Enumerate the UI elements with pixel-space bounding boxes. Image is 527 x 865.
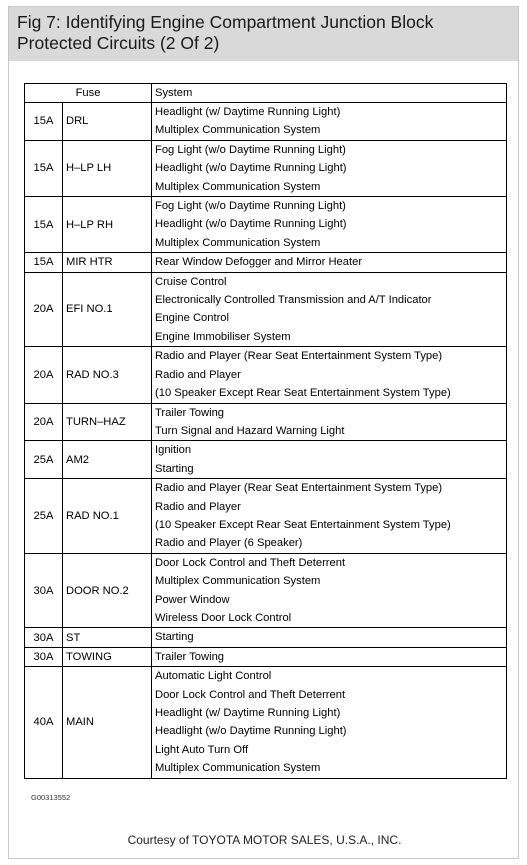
- system-line: Radio and Player (6 Speaker): [155, 537, 303, 550]
- system-line: (10 Speaker Except Rear Seat Entertainment System Type): [155, 518, 451, 531]
- fuse-name: MIR HTR: [63, 253, 152, 272]
- fuse-systems: [152, 628, 507, 647]
- fuse-table: [24, 83, 507, 779]
- system-line: Trailer Towing: [155, 406, 225, 419]
- fuse-name: EFI NO.1: [63, 272, 152, 347]
- fuse-name: H–LP RH: [63, 197, 152, 253]
- table-header-row: [25, 84, 507, 103]
- system-line: Multiplex Communication System: [155, 236, 321, 249]
- system-line: Door Lock Control and Theft Deterrent: [155, 556, 346, 569]
- system-line: Multiplex Communication System: [155, 762, 321, 775]
- fuse-name: TURN–HAZ: [63, 403, 152, 441]
- table-row: [25, 403, 507, 441]
- table-row: [25, 197, 507, 253]
- fuse-name: AM2: [63, 441, 152, 479]
- system-line: Automatic Light Control: [155, 670, 272, 683]
- fuse-amperage: 20A: [25, 347, 63, 403]
- system-line: Fog Light (w/o Daytime Running Light): [155, 143, 346, 156]
- system-line: Wireless Door Lock Control: [155, 611, 292, 624]
- system-line: Multiplex Communication System: [155, 180, 321, 193]
- fuse-systems: [152, 140, 507, 196]
- system-line: Rear Window Defogger and Mirror Heater: [155, 256, 363, 269]
- figure-code: G00313552: [31, 793, 71, 802]
- table-row: [25, 253, 507, 272]
- title-bar: [9, 7, 518, 61]
- fuse-amperage: 15A: [25, 197, 63, 253]
- system-line: Multiplex Communication System: [155, 575, 321, 588]
- system-line: Multiplex Communication System: [155, 124, 321, 137]
- table-row: [25, 140, 507, 196]
- fuse-name: TOWING: [63, 647, 152, 666]
- system-line: Engine Immobiliser System: [155, 330, 291, 343]
- table-row: [25, 553, 507, 628]
- fuse-systems: [152, 347, 507, 403]
- fuse-amperage: 25A: [25, 479, 63, 554]
- system-line: Starting: [155, 462, 194, 475]
- system-line: (10 Speaker Except Rear Seat Entertainment System Type): [155, 387, 451, 400]
- fuse-systems: [152, 253, 507, 272]
- header-fuse: Fuse: [25, 84, 152, 103]
- fuse-amperage: 30A: [25, 628, 63, 647]
- system-line: Radio and Player: [155, 368, 241, 381]
- fuse-amperage: 30A: [25, 553, 63, 628]
- system-line: Ignition: [155, 444, 192, 457]
- table-row: [25, 667, 507, 778]
- fuse-systems: [152, 441, 507, 479]
- fuse-name: DOOR NO.2: [63, 553, 152, 628]
- system-line: Headlight (w/o Daytime Running Light): [155, 725, 347, 738]
- table-row: [25, 628, 507, 647]
- fuse-systems: [152, 272, 507, 347]
- system-line: Fog Light (w/o Daytime Running Light): [155, 200, 346, 213]
- fuse-amperage: 20A: [25, 272, 63, 347]
- fuse-name: DRL: [63, 103, 152, 141]
- credit-line: Courtesy of TOYOTA MOTOR SALES, U.S.A., INC.: [127, 833, 402, 847]
- system-line: Engine Control: [155, 312, 230, 325]
- fuse-amperage: 15A: [25, 103, 63, 141]
- system-line: Electronically Controlled Transmission and A/T Indicator: [155, 294, 432, 307]
- system-line: Headlight (w/ Daytime Running Light): [155, 106, 341, 118]
- fuse-systems: [152, 103, 507, 141]
- table-row: [25, 272, 507, 347]
- fuse-amperage: 15A: [25, 253, 63, 272]
- fuse-amperage: 20A: [25, 403, 63, 441]
- table-row: [25, 479, 507, 554]
- fuse-table-body: [25, 103, 507, 779]
- system-line: Turn Signal and Hazard Warning Light: [155, 424, 345, 437]
- fuse-systems: [152, 553, 507, 628]
- system-line: Radio and Player (Rear Seat Entertainment System Type): [155, 350, 443, 363]
- system-line: Headlight (w/o Daytime Running Light): [155, 162, 347, 175]
- fuse-name: H–LP LH: [63, 140, 152, 196]
- header-system: System: [152, 84, 507, 103]
- fuse-amperage: 30A: [25, 647, 63, 666]
- system-line: Cruise Control: [155, 275, 227, 288]
- figure-frame: [8, 6, 519, 859]
- fuse-name: RAD NO.1: [63, 479, 152, 554]
- system-line: Headlight (w/ Daytime Running Light): [155, 707, 341, 719]
- system-line: Headlight (w/o Daytime Running Light): [155, 218, 347, 231]
- fuse-amperage: 15A: [25, 140, 63, 196]
- table-row: [25, 647, 507, 666]
- system-line: Door Lock Control and Theft Deterrent: [155, 688, 346, 701]
- table-row: [25, 103, 507, 141]
- fuse-name: MAIN: [63, 667, 152, 778]
- system-line: Power Window: [155, 593, 230, 606]
- system-line: Light Auto Turn Off: [155, 743, 249, 756]
- fuse-name: ST: [63, 628, 152, 647]
- fuse-systems: [152, 667, 507, 778]
- fuse-systems: [152, 647, 507, 666]
- system-line: Starting: [155, 631, 194, 644]
- fuse-amperage: 40A: [25, 667, 63, 778]
- fuse-systems: [152, 197, 507, 253]
- fuse-name: RAD NO.3: [63, 347, 152, 403]
- fuse-systems: [152, 403, 507, 441]
- system-line: Radio and Player: [155, 500, 241, 513]
- fuse-systems: [152, 479, 507, 554]
- table-row: [25, 441, 507, 479]
- system-line: Radio and Player (Rear Seat Entertainment System Type): [155, 482, 443, 495]
- table-row: [25, 347, 507, 403]
- fuse-amperage: 25A: [25, 441, 63, 479]
- system-line: Trailer Towing: [155, 650, 225, 663]
- figure-title: Fig 7: Identifying Engine Compartment Junction Block Protected Circuits (2 Of 2): [17, 12, 434, 53]
